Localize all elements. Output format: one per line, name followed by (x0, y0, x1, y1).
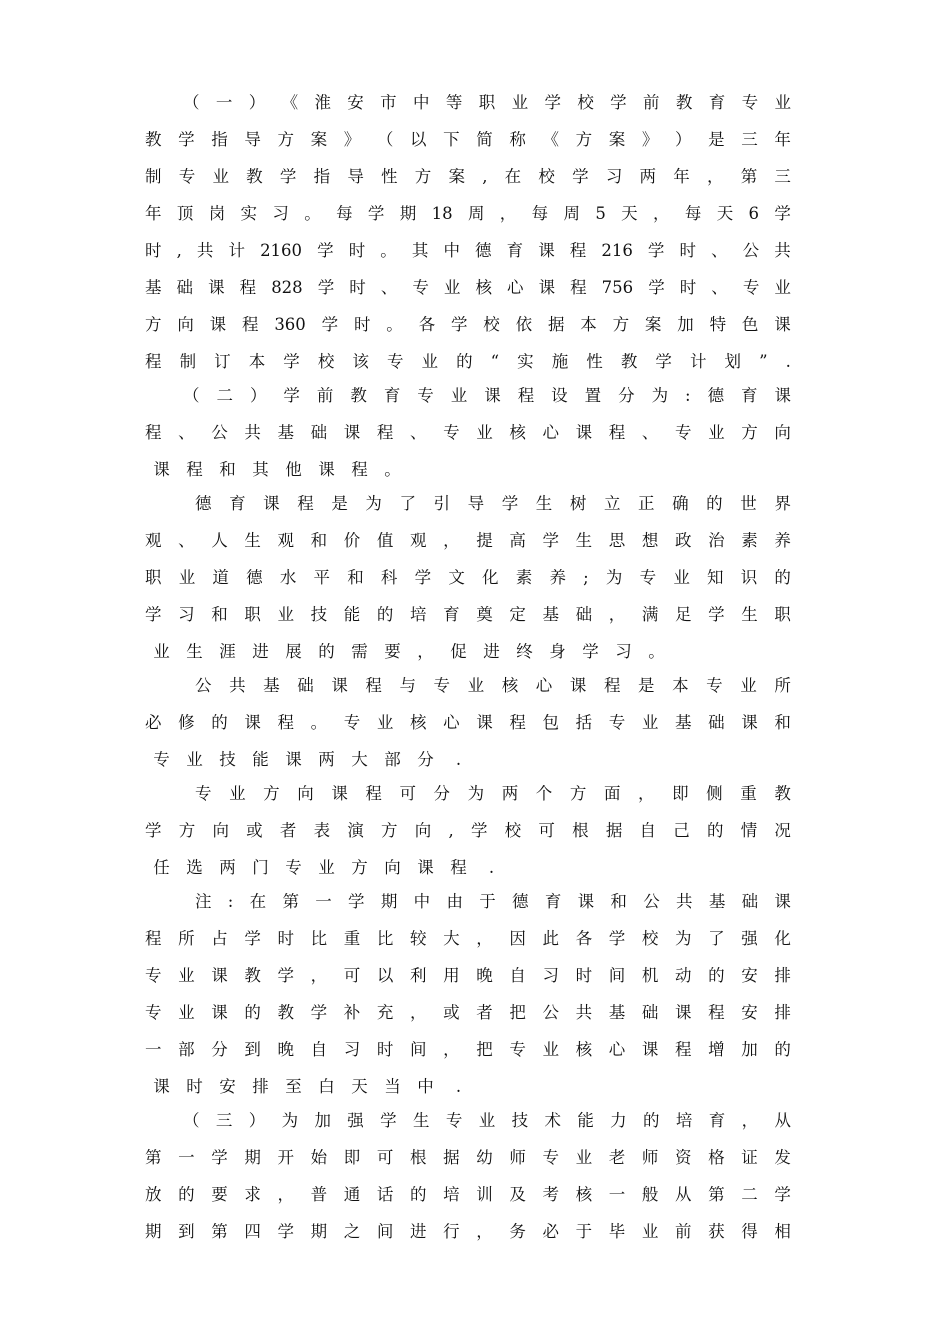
text-line: 放 的 要 求 ， 普 通 话 的 培 训 及 考 核 一 般 从 第 二 学 (145, 1185, 791, 1204)
text-line: 专 业 课 教 学 ， 可 以 利 用 晚 自 习 时 间 机 动 的 安 排 (145, 966, 791, 985)
text-line: 公 共 基 础 课 程 与 专 业 核 心 课 程 是 本 专 业 所 (195, 676, 791, 695)
text-line: 观 、 人 生 观 和 价 值 观 ， 提 高 学 生 思 想 政 治 素 养 (145, 531, 791, 550)
text-line: 业 生 涯 进 展 的 需 要 ， 促 进 终 身 学 习 。 (153, 642, 665, 661)
text-line: 教 学 指 导 方 案 》 （ 以 下 简 称 《 方 案 》 ） 是 三 年 (145, 130, 791, 149)
text-line: 专 业 技 能 课 两 大 部 分 . (153, 750, 462, 769)
text-line: 任 选 两 门 专 业 方 向 课 程 . (153, 858, 495, 877)
text-line: 课 时 安 排 至 白 天 当 中 . (153, 1077, 462, 1096)
text-line: 期 到 第 四 学 期 之 间 进 行 ， 务 必 于 毕 业 前 获 得 相 (145, 1222, 791, 1241)
text-line: 基 础 课 程 828 学 时 、 专 业 核 心 课 程 756 学 时 、 专 业 (145, 278, 791, 297)
text-line: 德 育 课 程 是 为 了 引 导 学 生 树 立 正 确 的 世 界 (195, 494, 791, 513)
text-line: 注 : 在 第 一 学 期 中 由 于 德 育 课 和 公 共 基 础 课 (195, 892, 791, 911)
text-line: 时 , 共 计 2160 学 时 。 其 中 德 育 课 程 216 学 时 、 公 共 (145, 241, 791, 260)
text-line: 专 业 方 向 课 程 可 分 为 两 个 方 面 ， 即 侧 重 教 (195, 784, 791, 803)
text-line: 第 一 学 期 开 始 即 可 根 据 幼 师 专 业 老 师 资 格 证 发 (145, 1148, 791, 1167)
text-line: 程 、 公 共 基 础 课 程 、 专 业 核 心 课 程 、 专 业 方 向 (145, 423, 791, 442)
text-line: 学 方 向 或 者 表 演 方 向 , 学 校 可 根 据 自 己 的 情 况 (145, 821, 791, 840)
text-line: 职 业 道 德 水 平 和 科 学 文 化 素 养 ; 为 专 业 知 识 的 (145, 568, 791, 587)
text-line: 程 制 订 本 学 校 该 专 业 的 “ 实 施 性 教 学 计 划 ” . (145, 352, 791, 371)
text-line: 必 修 的 课 程 。 专 业 核 心 课 程 包 括 专 业 基 础 课 和 (145, 713, 791, 732)
text-line: 制 专 业 教 学 指 导 性 方 案 , 在 校 学 习 两 年 ， 第 三 (145, 167, 791, 186)
text-line: 专 业 课 的 教 学 补 充 ， 或 者 把 公 共 基 础 课 程 安 排 (145, 1003, 791, 1022)
text-line: 课 程 和 其 他 课 程 。 (153, 460, 401, 479)
text-line: 年 顶 岗 实 习 。 每 学 期 18 周 ， 每 周 5 天 ， 每 天 6 学 (145, 204, 791, 223)
text-line: （ 三 ） 为 加 强 学 生 专 业 技 术 能 力 的 培 育 ， 从 (183, 1111, 791, 1130)
text-line: （ 一 ） 《 淮 安 市 中 等 职 业 学 校 学 前 教 育 专 业 (183, 93, 791, 112)
text-line: （ 二 ） 学 前 教 育 专 业 课 程 设 置 分 为 : 德 育 课 (183, 386, 791, 405)
text-line: 一 部 分 到 晚 自 习 时 间 ， 把 专 业 核 心 课 程 增 加 的 (145, 1040, 791, 1059)
text-line: 程 所 占 学 时 比 重 比 较 大 ， 因 此 各 学 校 为 了 强 化 (145, 929, 791, 948)
text-line: 学 习 和 职 业 技 能 的 培 育 奠 定 基 础 ， 满 足 学 生 职 (145, 605, 791, 624)
text-line: 方 向 课 程 360 学 时 。 各 学 校 依 据 本 方 案 加 特 色 课 (145, 315, 791, 334)
